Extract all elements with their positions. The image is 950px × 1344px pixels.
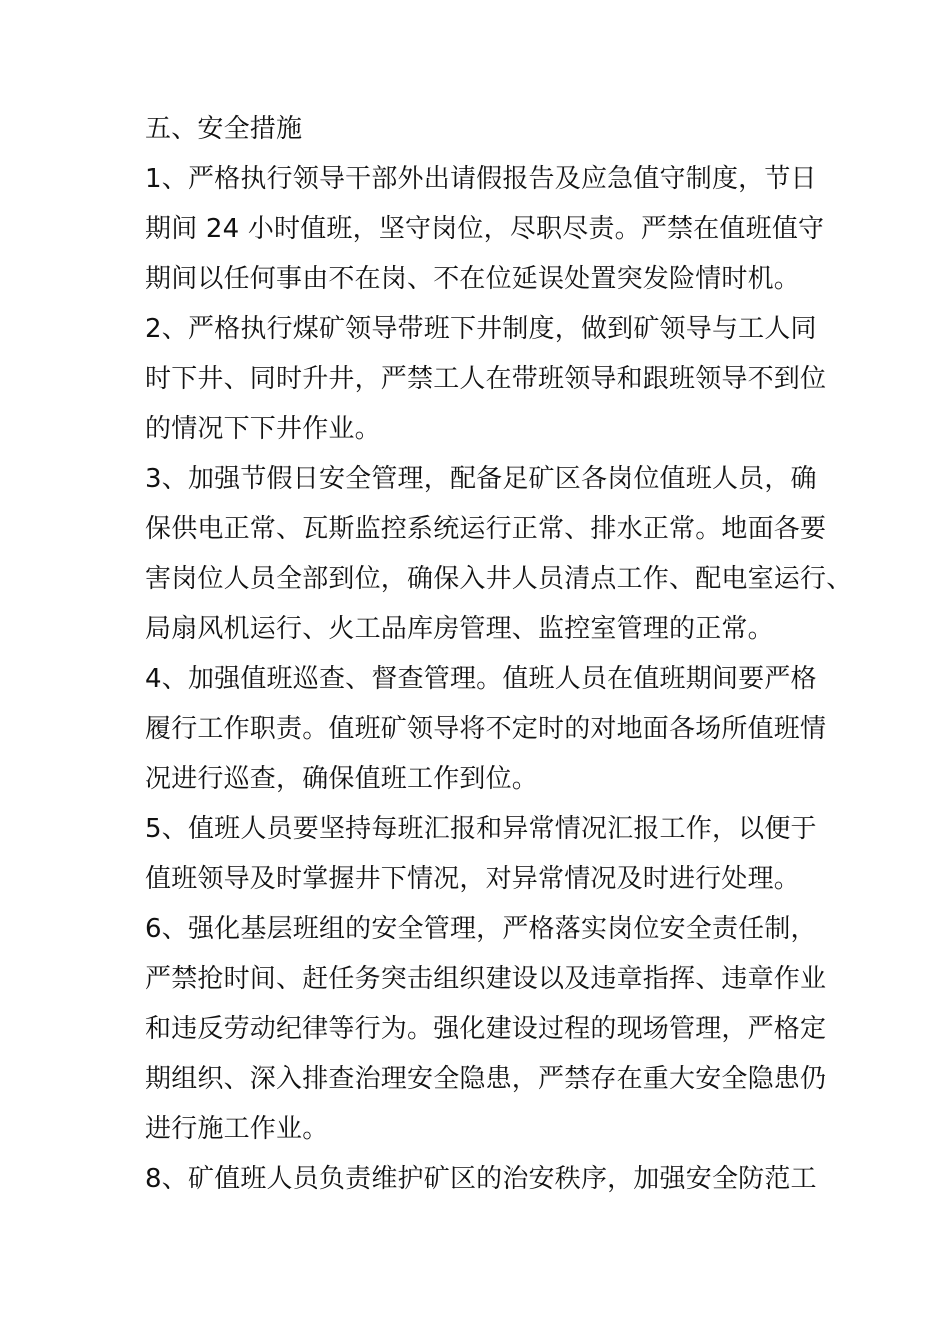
- document-body: [145, 104, 853, 1204]
- text-line: 8、矿值班人员负责维护矿区的治安秩序，加强安全防范工: [145, 1164, 817, 1194]
- text-line: 保供电正常、瓦斯监控系统运行正常、排水正常。地面各要: [145, 514, 827, 544]
- text-line: 5、值班人员要坚持每班汇报和异常情况汇报工作，以便于: [145, 814, 817, 844]
- text-line: 进行施工作业。: [145, 1114, 329, 1144]
- text-line: 时下井、同时升井，严禁工人在带班领导和跟班领导不到位: [145, 364, 827, 394]
- text-line: 3、加强节假日安全管理，配备足矿区各岗位值班人员，确: [145, 464, 817, 494]
- text-line: 履行工作职责。值班矿领导将不定时的对地面各场所值班情: [145, 714, 827, 744]
- text-line: 6、强化基层班组的安全管理，严格落实岗位安全责任制，: [145, 914, 817, 944]
- text-line: 严禁抢时间、赶任务突击组织建设以及违章指挥、违章作业: [145, 964, 827, 994]
- text-line: 4、加强值班巡查、督查管理。值班人员在值班期间要严格: [145, 664, 817, 694]
- text-line: 期间以任何事由不在岗、不在位延误处置突发险情时机。: [145, 264, 801, 294]
- text-line: 局扇风机运行、火工品库房管理、监控室管理的正常。: [145, 614, 774, 644]
- text-line: 1、严格执行领导干部外出请假报告及应急值守制度，节日: [145, 164, 817, 194]
- text-line: 害岗位人员全部到位，确保入井人员清点工作、配电室运行、: [145, 564, 853, 594]
- section-heading: 五、安全措施: [145, 114, 303, 144]
- text-line: 2、严格执行煤矿领导带班下井制度，做到矿领导与工人同: [145, 314, 817, 344]
- text-line: 期组织、深入排查治理安全隐患，严禁存在重大安全隐患仍: [145, 1064, 827, 1094]
- text-line: 值班领导及时掌握井下情况，对异常情况及时进行处理。: [145, 864, 801, 894]
- text-line: 和违反劳动纪律等行为。强化建设过程的现场管理，严格定: [145, 1014, 827, 1044]
- text-line: 况进行巡查，确保值班工作到位。: [145, 764, 539, 794]
- text-line: 的情况下下井作业。: [145, 414, 381, 444]
- text-line: 期间 24 小时值班，坚守岗位，尽职尽责。严禁在值班值守: [145, 214, 825, 244]
